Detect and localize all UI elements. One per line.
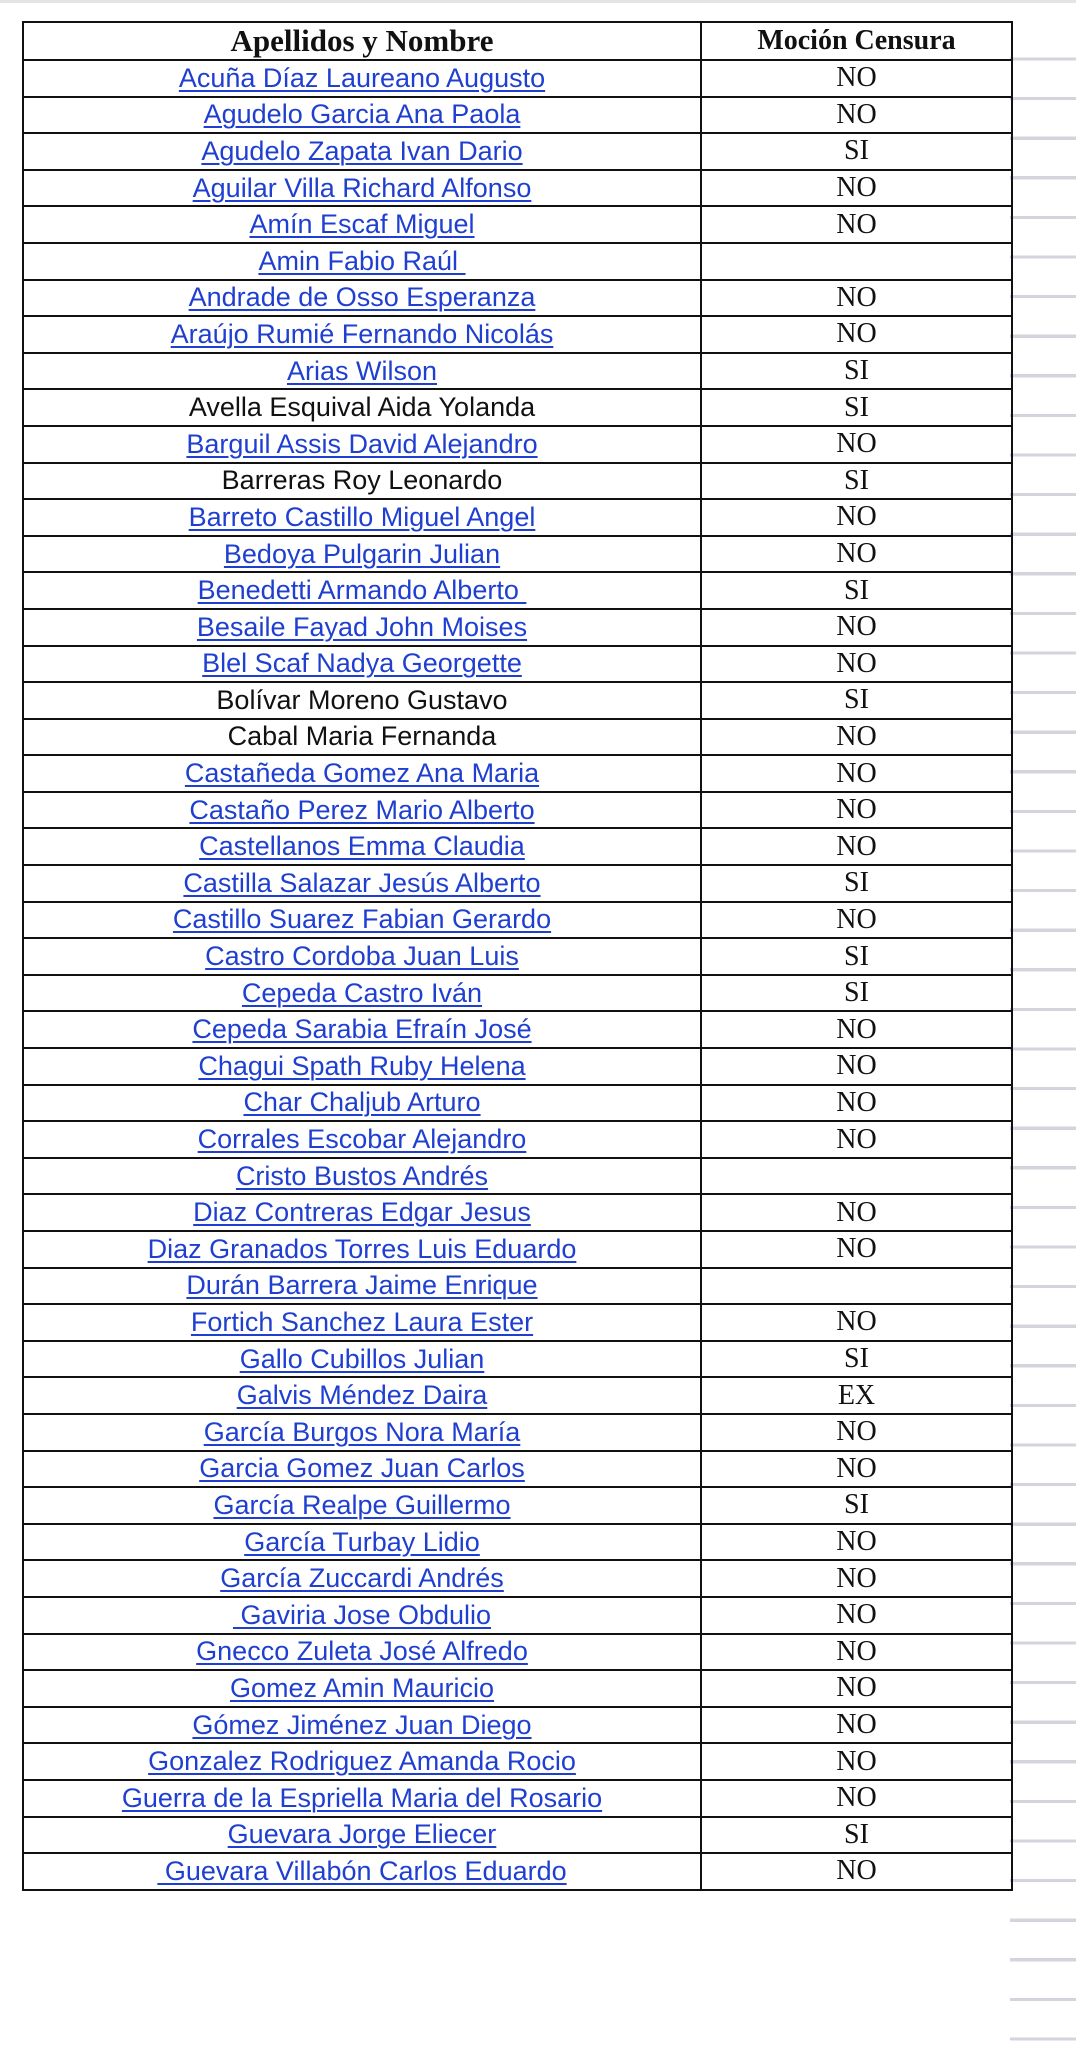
legislator-name-cell [23, 828, 701, 865]
vote-cell: NO [701, 1597, 1012, 1634]
header-row [23, 22, 1012, 60]
legislator-name-cell [23, 902, 701, 939]
table-row [23, 60, 1012, 97]
vote-cell: NO [701, 1011, 1012, 1048]
table-row [23, 133, 1012, 170]
vote-cell: SI [701, 1487, 1012, 1524]
vote-cell: NO [701, 1853, 1012, 1890]
legislator-name-cell [23, 1451, 701, 1488]
legislator-name-link[interactable]: García Zuccardi Andrés [220, 1563, 504, 1594]
table-row [23, 1487, 1012, 1524]
legislator-name-cell [23, 1158, 701, 1195]
legislator-name-link[interactable]: Gómez Jiménez Juan Diego [192, 1709, 532, 1740]
legislator-name-link[interactable]: García Burgos Nora María [203, 1416, 521, 1447]
table-row [23, 1158, 1012, 1195]
legislator-name-link[interactable]: Gnecco Zuleta José Alfredo [196, 1636, 528, 1667]
legislator-name-cell [23, 133, 701, 170]
legislator-name-cell [23, 536, 701, 573]
table-row [23, 1780, 1012, 1817]
legislator-name-link[interactable]: Cristo Bustos Andrés [235, 1160, 489, 1191]
vote-cell: NO [701, 536, 1012, 573]
table-row [23, 353, 1012, 390]
table-row [23, 828, 1012, 865]
legislator-name-link[interactable]: Cepeda Sarabia Efraín José [192, 1014, 532, 1045]
vote-cell: NO [701, 499, 1012, 536]
legislator-name-cell [23, 1341, 701, 1378]
table-row [23, 316, 1012, 353]
vote-cell: NO [701, 206, 1012, 243]
table-row [23, 1341, 1012, 1378]
vote-cell: NO [701, 1707, 1012, 1744]
legislator-name-cell [23, 975, 701, 1012]
legislator-name-cell [23, 499, 701, 536]
legislator-name-link[interactable]: Gonzalez Rodriguez Amanda Rocio [148, 1746, 576, 1777]
vote-cell: SI [701, 572, 1012, 609]
vote-cell: NO [701, 1194, 1012, 1231]
table-row [23, 1634, 1012, 1671]
legislator-name-text: Barreras Roy Leonardo [221, 465, 503, 496]
table-row [23, 389, 1012, 426]
table-body [23, 60, 1012, 1890]
vote-cell: NO [701, 828, 1012, 865]
vote-cell: NO [701, 97, 1012, 134]
legislator-name-link[interactable]: Andrade de Osso Esperanza [188, 282, 536, 313]
vote-cell: NO [701, 755, 1012, 792]
legislator-name-link[interactable]: Gallo Cubillos Julian [239, 1343, 485, 1374]
legislator-name-cell [23, 1853, 701, 1890]
vote-cell: NO [701, 1414, 1012, 1451]
legislator-name-link[interactable]: Castro Cordoba Juan Luis [205, 941, 519, 972]
legislator-name-cell [23, 1377, 701, 1414]
table-row [23, 280, 1012, 317]
table-row [23, 975, 1012, 1012]
table-row [23, 1121, 1012, 1158]
vote-cell: NO [701, 316, 1012, 353]
table-row [23, 865, 1012, 902]
table-row [23, 1451, 1012, 1488]
legislator-name-cell [23, 865, 701, 902]
table-row [23, 1048, 1012, 1085]
table-row [23, 1085, 1012, 1122]
vote-cell: NO [701, 1231, 1012, 1268]
legislator-name-link[interactable]: García Realpe Guillermo [213, 1489, 511, 1520]
table-row [23, 536, 1012, 573]
legislator-name-cell [23, 1048, 701, 1085]
legislator-name-cell [23, 1121, 701, 1158]
legislator-name-cell [23, 389, 701, 426]
legislator-name-link[interactable]: Castillo Suarez Fabian Gerardo [172, 904, 552, 935]
table-row [23, 755, 1012, 792]
legislator-name-cell [23, 170, 701, 207]
table-row [23, 572, 1012, 609]
legislator-name-link[interactable]: Castilla Salazar Jesús Alberto [183, 867, 541, 898]
table-row [23, 1707, 1012, 1744]
legislator-name-link[interactable]: Chagui Spath Ruby Helena [198, 1050, 526, 1081]
table-row [23, 1268, 1012, 1305]
table-row [23, 1817, 1012, 1854]
legislator-name-cell [23, 280, 701, 317]
legislator-name-cell [23, 1487, 701, 1524]
legislator-name-cell [23, 1414, 701, 1451]
legislator-name-cell [23, 1707, 701, 1744]
vote-cell: SI [701, 1341, 1012, 1378]
legislator-name-link[interactable]: Diaz Contreras Edgar Jesus [193, 1197, 531, 1228]
legislator-name-link[interactable]: Bedoya Pulgarin Julian [223, 538, 501, 569]
legislator-name-link[interactable]: Cepeda Castro Iván [241, 977, 483, 1008]
vote-cell: NO [701, 170, 1012, 207]
table-row [23, 1743, 1012, 1780]
legislator-name-link[interactable]: Acuña Díaz Laureano Augusto [178, 62, 546, 93]
vote-cell: NO [701, 646, 1012, 683]
legislator-name-cell [23, 60, 701, 97]
vote-cell: NO [701, 280, 1012, 317]
legislator-name-cell [23, 243, 701, 280]
table-row [23, 206, 1012, 243]
table-row [23, 1011, 1012, 1048]
table-row [23, 1377, 1012, 1414]
legislator-name-link[interactable]: Char Chaljub Arturo [243, 1087, 481, 1118]
table-row [23, 426, 1012, 463]
spreadsheet-gridlines [1010, 21, 1076, 2048]
vote-cell: NO [701, 1304, 1012, 1341]
vote-cell: NO [701, 1524, 1012, 1561]
vote-cell: NO [701, 1634, 1012, 1671]
vote-cell: NO [701, 1743, 1012, 1780]
legislator-name-cell [23, 646, 701, 683]
legislator-name-link[interactable]: Amin Fabio Raúl [258, 245, 466, 276]
vote-cell: NO [701, 792, 1012, 829]
legislator-name-link[interactable]: Amín Escaf Miguel [249, 209, 475, 240]
vote-cell: NO [701, 60, 1012, 97]
table-row [23, 1194, 1012, 1231]
legislator-name-cell [23, 792, 701, 829]
legislator-name-link[interactable]: García Turbay Lidio [244, 1526, 480, 1557]
table-row [23, 682, 1012, 719]
table-row [23, 463, 1012, 500]
vote-cell: NO [701, 1048, 1012, 1085]
vote-cell: SI [701, 1817, 1012, 1854]
vote-cell: NO [701, 902, 1012, 939]
legislator-name-cell [23, 938, 701, 975]
vote-cell: SI [701, 353, 1012, 390]
legislator-name-cell [23, 609, 701, 646]
legislator-name-text: Cabal Maria Fernanda [227, 721, 497, 752]
table-row [23, 1231, 1012, 1268]
legislator-name-cell [23, 1743, 701, 1780]
table-row [23, 499, 1012, 536]
vote-cell: NO [701, 719, 1012, 756]
table-row [23, 938, 1012, 975]
vote-table [22, 21, 1013, 1891]
table-row [23, 902, 1012, 939]
table-row [23, 646, 1012, 683]
legislator-name-link[interactable]: Arias Wilson [286, 355, 438, 386]
legislator-name-cell [23, 206, 701, 243]
top-rule [0, 0, 1076, 3]
vote-cell: NO [701, 609, 1012, 646]
vote-cell: NO [701, 1451, 1012, 1488]
legislator-name-link[interactable]: Castellanos Emma Claudia [199, 831, 525, 862]
legislator-name-cell [23, 755, 701, 792]
legislator-name-link[interactable]: Besaile Fayad John Moises [196, 611, 528, 642]
legislator-name-link[interactable]: Benedetti Armando Alberto [197, 575, 527, 606]
legislator-name-link[interactable]: Guevara Jorge Eliecer [227, 1819, 497, 1850]
legislator-name-cell [23, 463, 701, 500]
legislator-name-link[interactable]: Guerra de la Espriella Maria del Rosario [121, 1782, 603, 1813]
legislator-name-link[interactable]: Gomez Amin Mauricio [229, 1672, 495, 1703]
vote-cell: NO [701, 1121, 1012, 1158]
vote-cell: SI [701, 463, 1012, 500]
vote-cell [701, 243, 1012, 280]
legislator-name-text: Bolívar Moreno Gustavo [216, 684, 508, 715]
legislator-name-link[interactable]: Barguil Assis David Alejandro [186, 428, 538, 459]
table-row [23, 1414, 1012, 1451]
legislator-name-link[interactable]: Fortich Sanchez Laura Ester [190, 1306, 534, 1337]
legislator-name-cell [23, 1231, 701, 1268]
legislator-name-cell [23, 1011, 701, 1048]
legislator-name-link[interactable]: Blel Scaf Nadya Georgette [202, 648, 522, 679]
table-row [23, 792, 1012, 829]
legislator-name-link[interactable]: Galvis Méndez Daira [236, 1380, 488, 1411]
legislator-name-link[interactable]: Corrales Escobar Alejandro [197, 1124, 527, 1155]
vote-cell: SI [701, 682, 1012, 719]
legislator-name-cell [23, 353, 701, 390]
legislator-name-cell [23, 1597, 701, 1634]
legislator-name-link[interactable]: Araújo Rumié Fernando Nicolás [170, 318, 554, 349]
legislator-name-cell [23, 1304, 701, 1341]
table-row [23, 1853, 1012, 1890]
table-row [23, 1670, 1012, 1707]
legislator-name-cell [23, 719, 701, 756]
table-row [23, 1304, 1012, 1341]
legislator-name-link[interactable]: Durán Barrera Jaime Enrique [186, 1270, 538, 1301]
legislator-name-cell [23, 1670, 701, 1707]
vote-cell: NO [701, 426, 1012, 463]
legislator-name-cell [23, 572, 701, 609]
vote-cell: SI [701, 865, 1012, 902]
table-row [23, 97, 1012, 134]
legislator-name-cell [23, 682, 701, 719]
legislator-name-cell [23, 1524, 701, 1561]
legislator-name-cell [23, 1780, 701, 1817]
legislator-name-link[interactable]: Gaviria Jose Obdulio [232, 1599, 492, 1630]
legislator-name-link[interactable]: Castaño Perez Mario Alberto [189, 794, 535, 825]
column-header-name: Apellidos y Nombre [23, 22, 701, 60]
vote-cell: NO [701, 1780, 1012, 1817]
legislator-name-cell [23, 1634, 701, 1671]
table-row [23, 609, 1012, 646]
legislator-name-link[interactable]: Guevara Villabón Carlos Eduardo [157, 1855, 567, 1886]
table-row [23, 719, 1012, 756]
table-row [23, 170, 1012, 207]
vote-cell: NO [701, 1560, 1012, 1597]
legislator-name-link[interactable]: Castañeda Gomez Ana Maria [184, 758, 540, 789]
table-row [23, 243, 1012, 280]
vote-cell: EX [701, 1377, 1012, 1414]
legislator-name-cell [23, 1085, 701, 1122]
legislator-name-cell [23, 1560, 701, 1597]
vote-cell: NO [701, 1085, 1012, 1122]
legislator-name-cell [23, 1268, 701, 1305]
vote-cell: NO [701, 1670, 1012, 1707]
vote-cell: SI [701, 975, 1012, 1012]
legislator-name-cell [23, 1817, 701, 1854]
legislator-name-link[interactable]: Agudelo Zapata Ivan Dario [201, 135, 523, 166]
table-row [23, 1560, 1012, 1597]
vote-cell: SI [701, 938, 1012, 975]
table-row [23, 1597, 1012, 1634]
legislator-name-link[interactable]: Barreto Castillo Miguel Angel [188, 501, 536, 532]
legislator-name-link[interactable]: Agudelo Garcia Ana Paola [203, 99, 521, 130]
legislator-name-link[interactable]: Diaz Granados Torres Luis Eduardo [147, 1233, 577, 1264]
vote-cell: SI [701, 133, 1012, 170]
vote-cell: SI [701, 389, 1012, 426]
table-row [23, 1524, 1012, 1561]
column-header-vote: Moción Censura [701, 22, 1012, 60]
legislator-name-cell [23, 316, 701, 353]
vote-cell [701, 1268, 1012, 1305]
legislator-name-cell [23, 1194, 701, 1231]
legislator-name-cell [23, 426, 701, 463]
vote-cell [701, 1158, 1012, 1195]
legislator-name-cell [23, 97, 701, 134]
legislator-name-link[interactable]: Aguilar Villa Richard Alfonso [192, 172, 532, 203]
legislator-name-link[interactable]: Garcia Gomez Juan Carlos [199, 1453, 525, 1484]
legislator-name-text: Avella Esquival Aida Yolanda [188, 392, 536, 423]
